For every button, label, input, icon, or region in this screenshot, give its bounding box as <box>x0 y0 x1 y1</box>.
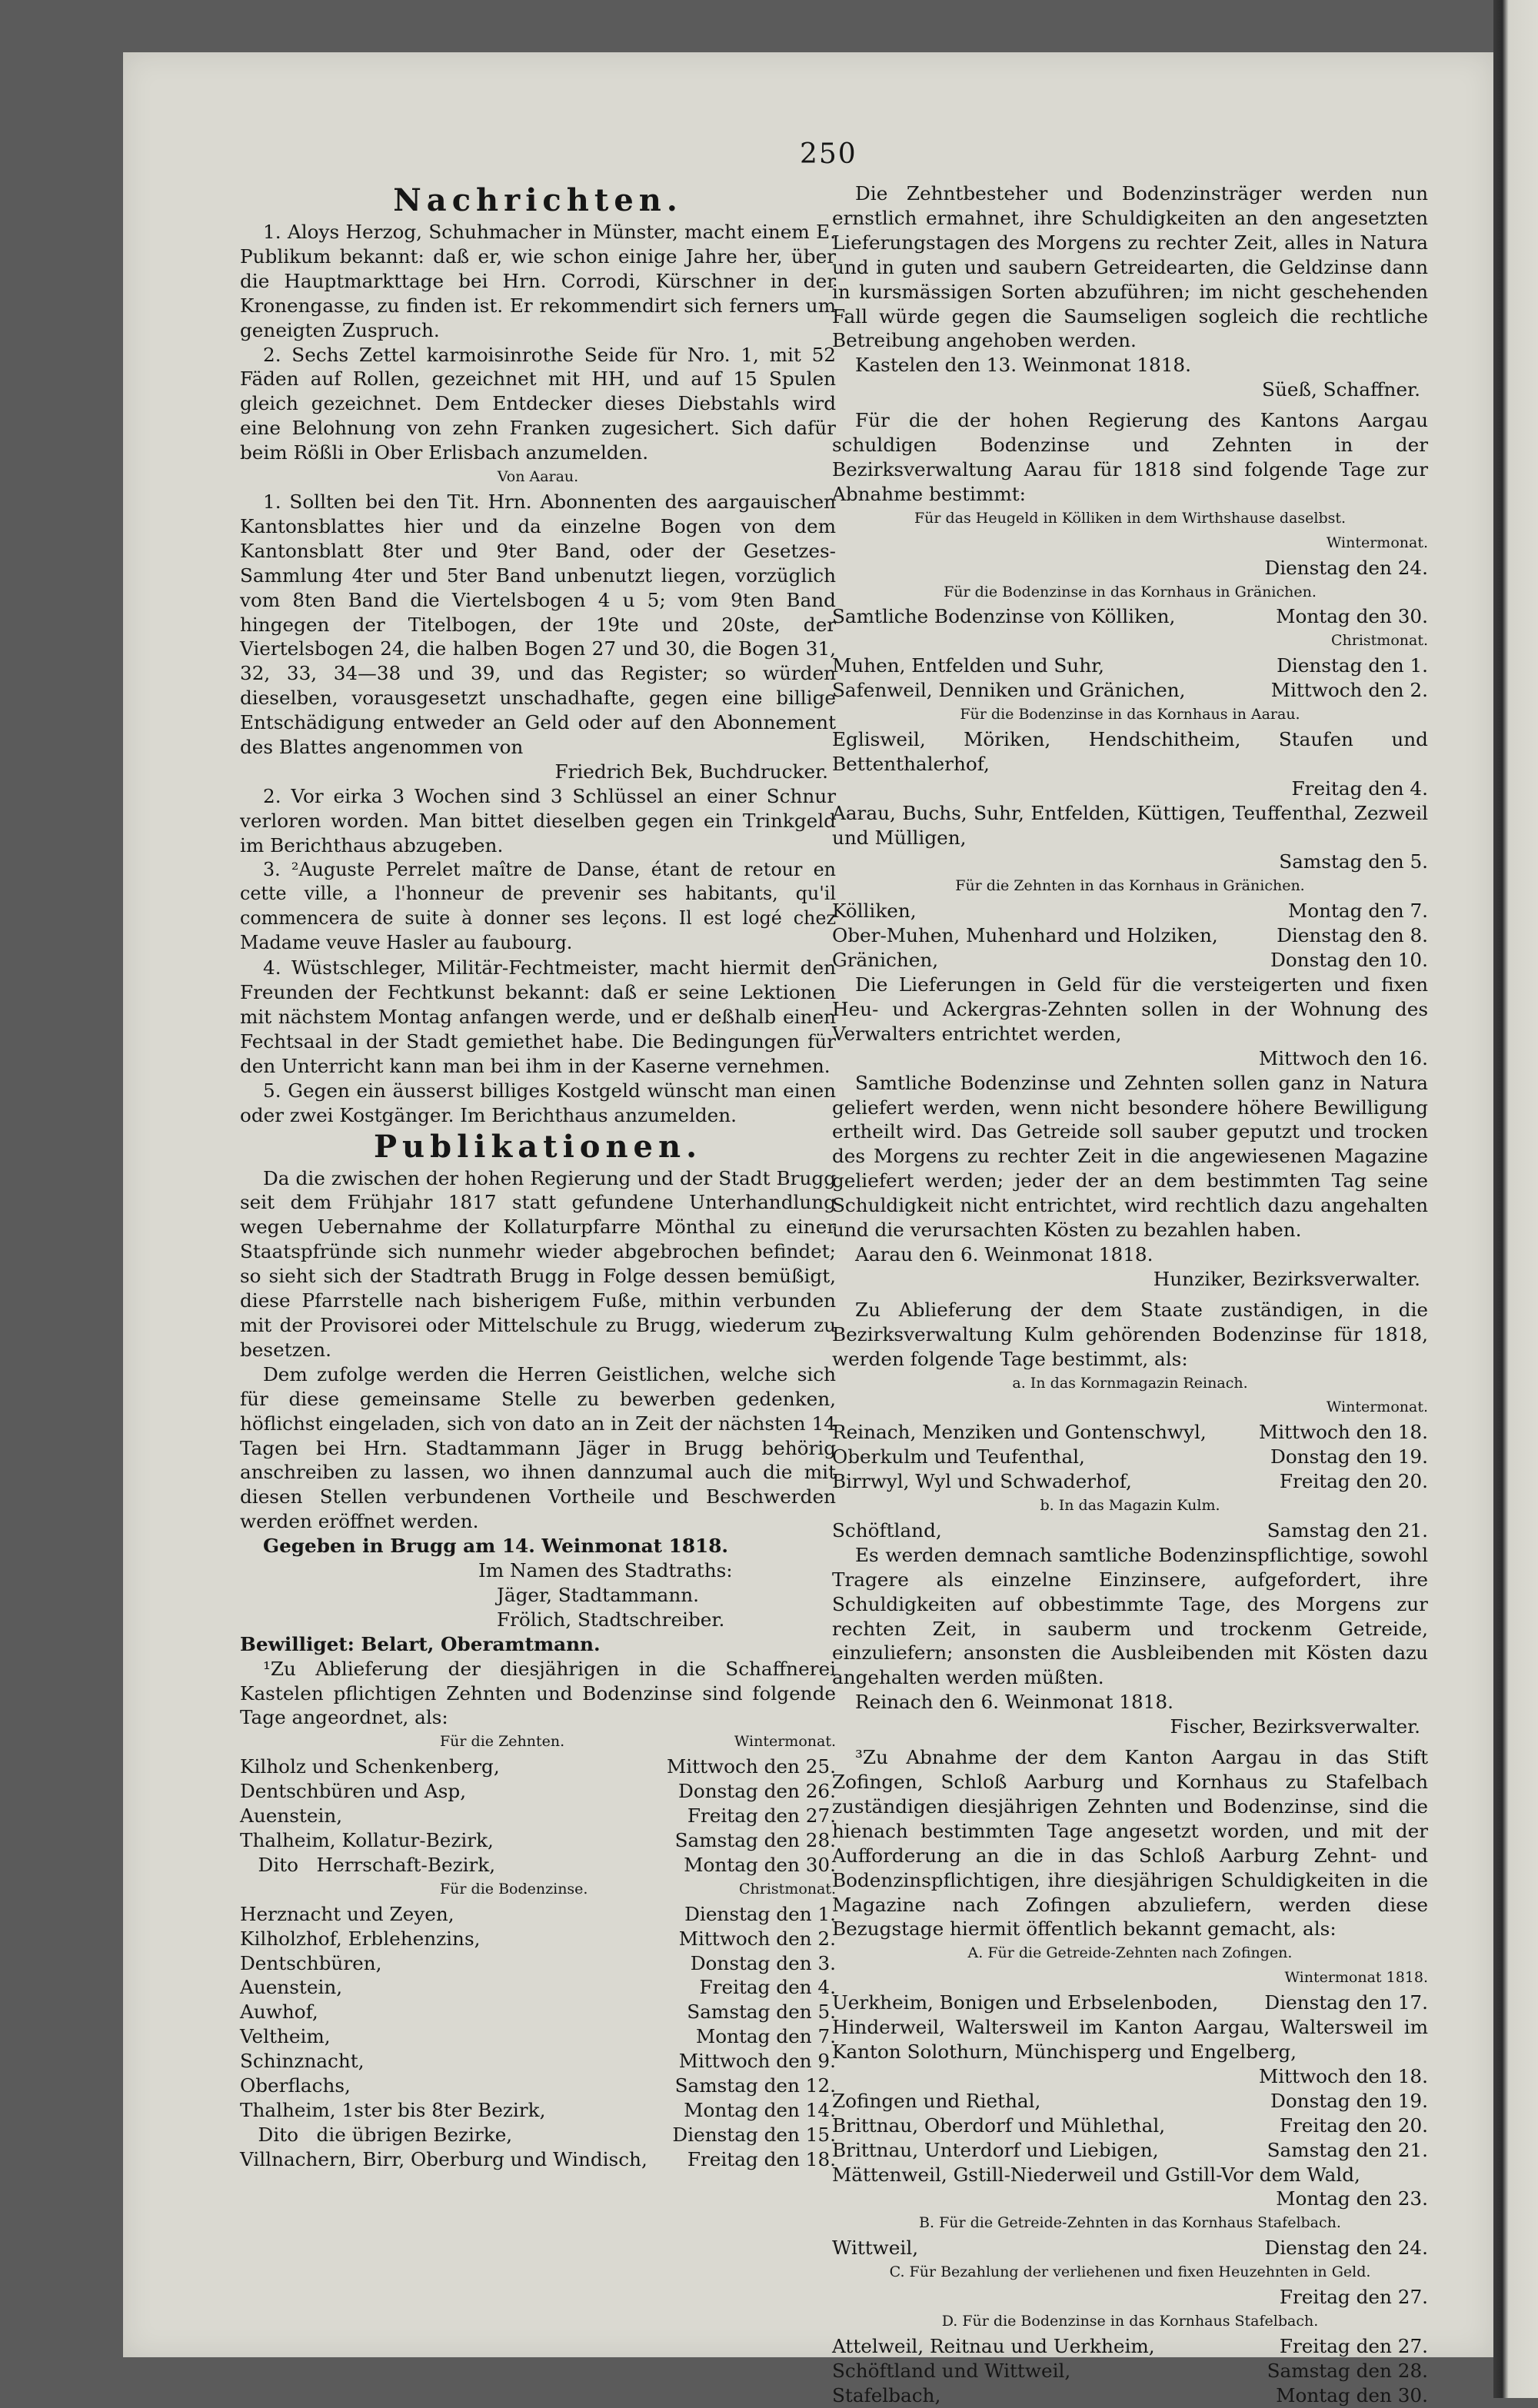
bewilligt-line: Bewilliget: Belart, Oberamtmann. <box>240 1632 601 1655</box>
schedule-row: Attelweil, Reitnau und Uerkheim, Freitag den 27. <box>832 2334 1428 2357</box>
schedule-date: Freitag den 4. <box>1291 777 1428 800</box>
kulm-text: Es werden demnach samtliche Bodenzinspflichtige, sowohl Tragere als einzelne Einzinsere, aufgefordert, ihre Schuldigkeiten auf obbestimmte Tage, des Morgens zur rechten Zeit, in sauberm und trockenm Getreide, einzuliefern; ansonsten die Ausbleibenden mit Kösten dazu angehalten werden müßten. <box>832 1543 1428 1689</box>
schedule-row: Schöftland, Samstag den 21. <box>832 1518 1428 1542</box>
schedule-row: Dito die übrigen Bezirke, Dienstag den 15. <box>240 2123 836 2146</box>
bodenzinse-header: Für die Bodenzinse. <box>440 1880 588 1897</box>
schedule-date: Samstag den 5. <box>1279 850 1428 873</box>
schedule-row: Oberkulm und Teufenthal, Donstag den 19. <box>832 1445 1428 1468</box>
schedule-row: Wittweil, Dienstag den 24. <box>832 2237 1428 2260</box>
schedule-row: Brittnau, Unterdorf und Liebigen, Samstag den 21. <box>832 2138 1428 2161</box>
kastelen-intro: ¹Zu Ablieferung der diesjährigen in die Schaffnerei Kastelen pflichtigen Zehnten und Bodenzinse sind folgende Tage angeordnet, als: <box>240 1657 836 1729</box>
schedule-row: Safenweil, Denniken und Gränichen, Mittwoch den 2. <box>832 679 1428 702</box>
wintermonat-label: Wintermonat. <box>1326 534 1428 551</box>
schedule-row: Villnachern, Birr, Oberburg und Windisch, Freitag den 18. <box>240 2147 836 2170</box>
schedule-multiline: Aarau, Buchs, Suhr, Entfelden, Küttigen, Teuffenthal, Zezweil und Mülligen, <box>832 801 1428 849</box>
zehnten-month: Wintermonat. <box>734 1733 836 1751</box>
zofingen-b-header: B. Für die Getreide-Zehnten in das Kornhaus Stafelbach. <box>919 2214 1341 2232</box>
schedule-row: Auenstein, Freitag den 4. <box>240 1976 836 1999</box>
schedule-row: Auenstein, Freitag den 27. <box>240 1804 836 1828</box>
signature-hunziker: Hunziker, Bezirksverwalter. <box>1153 1267 1420 1290</box>
schedule-date: Mittwoch den 18. <box>1258 2064 1428 2087</box>
schedule-row: Dentschbüren, Donstag den 3. <box>240 1951 836 1974</box>
stadtrath-signatures <box>240 1558 836 1632</box>
von-aarau-heading: Von Aarau. <box>497 468 579 486</box>
signature-jaeger: Jäger, Stadtammann. <box>497 1583 699 1606</box>
aarau-kornhaus-header: Für die Bodenzinse in das Kornhaus in Aarau. <box>960 706 1300 723</box>
schedule-row: Thalheim, Kollatur-Bezirk, Samstag den 28. <box>240 1829 836 1851</box>
kulm-b-header: b. In das Magazin Kulm. <box>1040 1497 1220 1515</box>
schedule-row: Herznacht und Zeyen, Dienstag den 1. <box>240 1902 836 1925</box>
zofingen-a-header: A. Für die Getreide-Zehnten nach Zofingen. <box>967 1944 1293 1962</box>
schedule-row: Veltheim, Montag den 7. <box>240 2025 836 2048</box>
zehnten-header-row <box>240 1730 836 1754</box>
schedule-multiline: Hinderweil, Waltersweil im Kanton Aargau, Waltersweil im Kanton Solothurn, Münchisperg und Engelberg, <box>832 2016 1428 2063</box>
wintermonat-label: Wintermonat. <box>1326 1399 1428 1416</box>
samtliche-text: Samtliche Bodenzinse und Zehnten sollen ganz in Natura geliefert werden, wenn nicht besondere höhere Bewilligung ertheilt wird. Das Getreide soll sauber geputzt und trocken des Morgens zu rechter Zeit in die angewiesenen Magazine geliefert werden; jeder der an dem bestimmten Tag seine Schuldigkeit nicht entrichtet, wird rechtlich dazu angehalten und die verursachten Kösten zu bezahlen haben. <box>832 1071 1428 1242</box>
notice-fechtmeister: 4. Wüstschleger, Militär-Fechtmeister, macht hiermit den Freunden der Fechtkunst bekannt: daß er seine Lektionen mit nächstem Montag anfangen werde, und er deßhalb einen Fechtsaal in der Stadt gemiethet habe. Die Bedingungen für den Unterricht kann man bei ihm in der Kaserne vernehmen. <box>240 956 836 1077</box>
schedule-row: Kilholzhof, Erblehenzins, Mittwoch den 2. <box>240 1927 836 1950</box>
signature-fischer: Fischer, Bezirksverwalter. <box>1170 1715 1420 1738</box>
signature-sueess: Süeß, Schaffner. <box>1262 378 1420 401</box>
publication-brugg-1: Da die zwischen der hohen Regierung und der Stadt Brugg seit dem Frühjahr 1817 statt gefundene Unterhandlung wegen Uebernahme der Kollaturpfarre Mönthal zu einer Staatspfründe sich nunmehr wieder abgebrochen befindet; so sieht sich der Stadtrath Brugg in Folge dessen bemüßigt, diese Pfarrstelle nach bisherigem Fuße, mithin verbunden mit der Provisorei oder Mittelschule zu Brugg, wiederum zu besetzen. <box>240 1166 836 1361</box>
publication-date: Gegeben in Brugg am 14. Weinmonat 1818. <box>263 1535 728 1558</box>
publikationen-heading: Publikationen. <box>373 1128 703 1165</box>
notice-schluessel: 2. Vor eirka 3 Wochen sind 3 Schlüssel an einer Schnur verloren worden. Man bittet dieselben gegen ein Trinkgeld im Berichthaus abzugeben. <box>240 784 836 856</box>
schedule-row: Birrwyl, Wyl und Schwaderhof, Freitag den 20. <box>832 1470 1428 1493</box>
schedule-row: Zofingen und Riethal, Donstag den 19. <box>832 2089 1428 2112</box>
kulm-intro: Zu Ablieferung der dem Staate zuständigen, in die Bezirksverwaltung Kulm gehörenden Bodenzinse für 1818, werden folgende Tage bestimmt, als: <box>832 1298 1428 1370</box>
heugeld-date: Dienstag den 24. <box>1264 556 1428 579</box>
signature-bek: Friedrich Bek, Buchdrucker. <box>554 760 828 783</box>
schedule-row: Gränichen, Donstag den 10. <box>832 949 1428 972</box>
schedule-row: Stafelbach, Montag den 30. <box>832 2383 1428 2406</box>
christmonat-label: Christmonat. <box>1330 632 1428 650</box>
right-column <box>832 181 1428 2408</box>
bodenzinse-month: Christmonat. <box>738 1880 836 1897</box>
bodenzinse-list <box>240 1902 836 2172</box>
schedule-row: Auwhof, Samstag den 5. <box>240 2001 836 2024</box>
zehnten-graenichen-header: Für die Zehnten in das Kornhaus in Gränichen. <box>955 877 1305 895</box>
schedule-row: Reinach, Menziken und Gontenschwyl, Mittwoch den 18. <box>832 1421 1428 1444</box>
schedule-date: Montag den 23. <box>1276 2187 1428 2210</box>
left-column <box>240 181 836 2172</box>
notice-herzog: 1. Aloys Herzog, Schuhmacher in Münster, macht einem E. Publikum bekannt: daß er, wie schon einige Jahre her, über die Hauptmarkttage bei Hrn. Corrodi, Kürschner in der Kronengasse, zu finden ist. Er rekommendirt sich ferners um geneigten Zuspruch. <box>240 221 836 341</box>
next-page-edge <box>1493 0 1538 2398</box>
page-number: 250 <box>800 138 857 170</box>
zofingen-d-header: D. Für die Bodenzinse in das Kornhaus Stafelbach. <box>941 2312 1319 2330</box>
nachrichten-heading: Nachrichten. <box>393 182 683 218</box>
aarau-intro: Für die der hohen Regierung des Kantons Aargau schuldigen Bodenzinse und Zehnten in der Bezirksverwaltung Aarau für 1818 sind folgende Tage zur Abnahme bestimmt: <box>832 409 1428 505</box>
lieferungen-text: Die Lieferungen in Geld für die versteigerten und fixen Heu- und Ackergras-Zehnten sollen in der Wohnung des Verwalters entrichtet werden, <box>832 973 1428 1045</box>
newspaper-page <box>123 52 1493 2406</box>
schedule-row: Muhen, Entfelden und Suhr, Dienstag den 1. <box>832 654 1428 677</box>
zofingen-intro: ³Zu Abnahme der dem Kanton Aargau in das Stift Zofingen, Schloß Aarburg und Kornhaus zu Stafelbach zuständigen diesjährigen Zehnten und Bodenzinse, sind die hienach bestimmten Tage angesetzt worden, und mit der Aufforderung an die in das Schloß Aarburg Zehnt- und Bodenzinspflichtigen, ihre diesjährigen Schuldigkeiten in die Magazine nach Zofingen abzuliefern, werden diese Bezugstage hiermit öffentlich bekannt gemacht, als: <box>832 1746 1428 1941</box>
aarau-date: Aarau den 6. Weinmonat 1818. <box>855 1242 1154 1266</box>
schedule-multiline: Mättenweil, Gstill-Niederweil und Gstill-Vor dem Wald, <box>832 2163 1360 2186</box>
bodenzinse-header-row <box>240 1878 836 1902</box>
schedule-row: Uerkheim, Bonigen und Erbselenboden, Dienstag den 17. <box>832 1991 1428 2014</box>
notice-kantonsblatt: 1. Sollten bei den Tit. Hrn. Abonnenten des aargauischen Kantonsblattes hier und da einzelne Bogen von dem Kantonsblatt 8ter und 9ter Band, oder der Gesetzes-Sammlung 4ter und 5ter Band unbenutzt liegen, vorzüglich vom 8ten Band die Viertelsbogen 4 u 5; vom 9ten Band hingegen der Titelbogen, der 19te und 20ste, der Viertelsbogen 24, die halben Bogen 27 und 30, die Bogen 31, 32, 33, 34—38 und 39, und das Register; so würden dieselben, vorausgesetzt unschadhafte, gegen eine billige Entschädigung entweder an Geld oder auf den Abonnement des Blattes angenommen von <box>240 490 836 759</box>
publication-brugg-2: Dem zufolge werden die Herren Geistlichen, welche sich für diese gemeinsame Stelle zu bewerben gedenken, höflichst eingeladen, sich von dato an in Zeit der nächsten 14 Tagen bei Hrn. Stadtammann Jäger in Brugg behörig anschreiben zu lassen, wo ihnen dannzumal auch die mit diesen Stellen verbundenen Vortheile und Beschwerden werden eröffnet werden. <box>240 1362 836 1533</box>
schedule-multiline: Eglisweil, Möriken, Hendschitheim, Staufen und Bettenthalerhof, <box>832 727 1428 775</box>
wintermonat-label: Wintermonat 1818. <box>1284 1969 1428 1987</box>
schedule-row: Dentschbüren und Asp, Donstag den 26. <box>240 1780 836 1803</box>
zehnten-list <box>240 1754 836 1878</box>
schedule-row: Oberflachs, Samstag den 12. <box>240 2074 836 2097</box>
schedule-row: Schöftland und Wittweil, Samstag den 28. <box>832 2359 1428 2382</box>
zofingen-c-header: C. Für Bezahlung der verliehenen und fixen Heuzehnten in Geld. <box>889 2263 1371 2281</box>
schedule-row: Kölliken, Montag den 7. <box>832 900 1428 923</box>
kastelen-date: Kastelen den 13. Weinmonat 1818. <box>855 354 1191 377</box>
zofingen-c-date: Freitag den 27. <box>1279 2286 1428 2309</box>
schedule-row: Ober-Muhen, Muhenhard und Holziken, Dienstag den 8. <box>832 924 1428 947</box>
im-namen: Im Namen des Stadtraths: <box>478 1559 733 1582</box>
notice-seide: 2. Sechs Zettel karmoisinrothe Seide für Nro. 1, mit 52 Fäden auf Rollen, gezeichnet mit HH, und auf 15 Spulen gleich gezeichnet. Dem Entdecker dieses Diebstahls wird eine Belohnung von zehn Franken zugesichert. Sich dafür beim Rößli in Ober Erlisbach anzumelden. <box>240 343 836 464</box>
reinach-date: Reinach den 6. Weinmonat 1818. <box>855 1691 1173 1714</box>
lieferungen-date: Mittwoch den 16. <box>1258 1046 1428 1069</box>
schedule-row: Dito Herrschaft-Bezirk, Montag den 30. <box>240 1853 836 1876</box>
graenichen-header: Für die Bodenzinse in das Kornhaus in Gränichen. <box>944 583 1317 600</box>
signature-froelich: Frölich, Stadtschreiber. <box>497 1608 725 1631</box>
kulm-a-header: a. In das Kornmagazin Reinach. <box>1012 1374 1248 1392</box>
notice-perrelet: 3. ²Auguste Perrelet maître de Danse, étant de retour en cette ville, a l'honneur de prevenir ses habitants, qu'il commencera de suite à donner ses leçons. Il est logé chez Madame veuve Hasler au faubourg. <box>240 858 836 954</box>
schedule-row: Samtliche Bodenzinse von Kölliken, Montag den 30. <box>832 605 1428 628</box>
schedule-row: Thalheim, 1ster bis 8ter Bezirk, Montag den 14. <box>240 2098 836 2121</box>
zehnten-header: Für die Zehnten. <box>440 1733 565 1751</box>
schedule-row: Brittnau, Oberdorf und Mühlethal, Freitag den 20. <box>832 2114 1428 2137</box>
schedule-row: Schinznacht, Mittwoch den 9. <box>240 2050 836 2073</box>
schedule-row: Kilholz und Schenkenberg, Mittwoch den 25. <box>240 1755 836 1778</box>
heugeld-header: Für das Heugeld in Kölliken in dem Wirthshause daselbst. <box>914 509 1347 527</box>
notice-kostgeld: 5. Gegen ein äusserst billiges Kostgeld wünscht man einen oder zwei Kostgänger. Im Berichthaus anzumelden. <box>240 1079 836 1126</box>
kastelen-warning: Die Zehntbesteher und Bodenzinsträger werden nun ernstlich ermahnet, ihre Schuldigkeiten an den angesetzten Lieferungstagen des Morgens zu rechter Zeit, alles in Natura und in guten und saubern Getreidearten, die Geldzinse dann in kursmässigen Sorten abzuführen; im nicht geschehenden Fall würde gegen die Saumseligen sogleich die rechtliche Betreibung angehoben werden. <box>832 182 1428 352</box>
